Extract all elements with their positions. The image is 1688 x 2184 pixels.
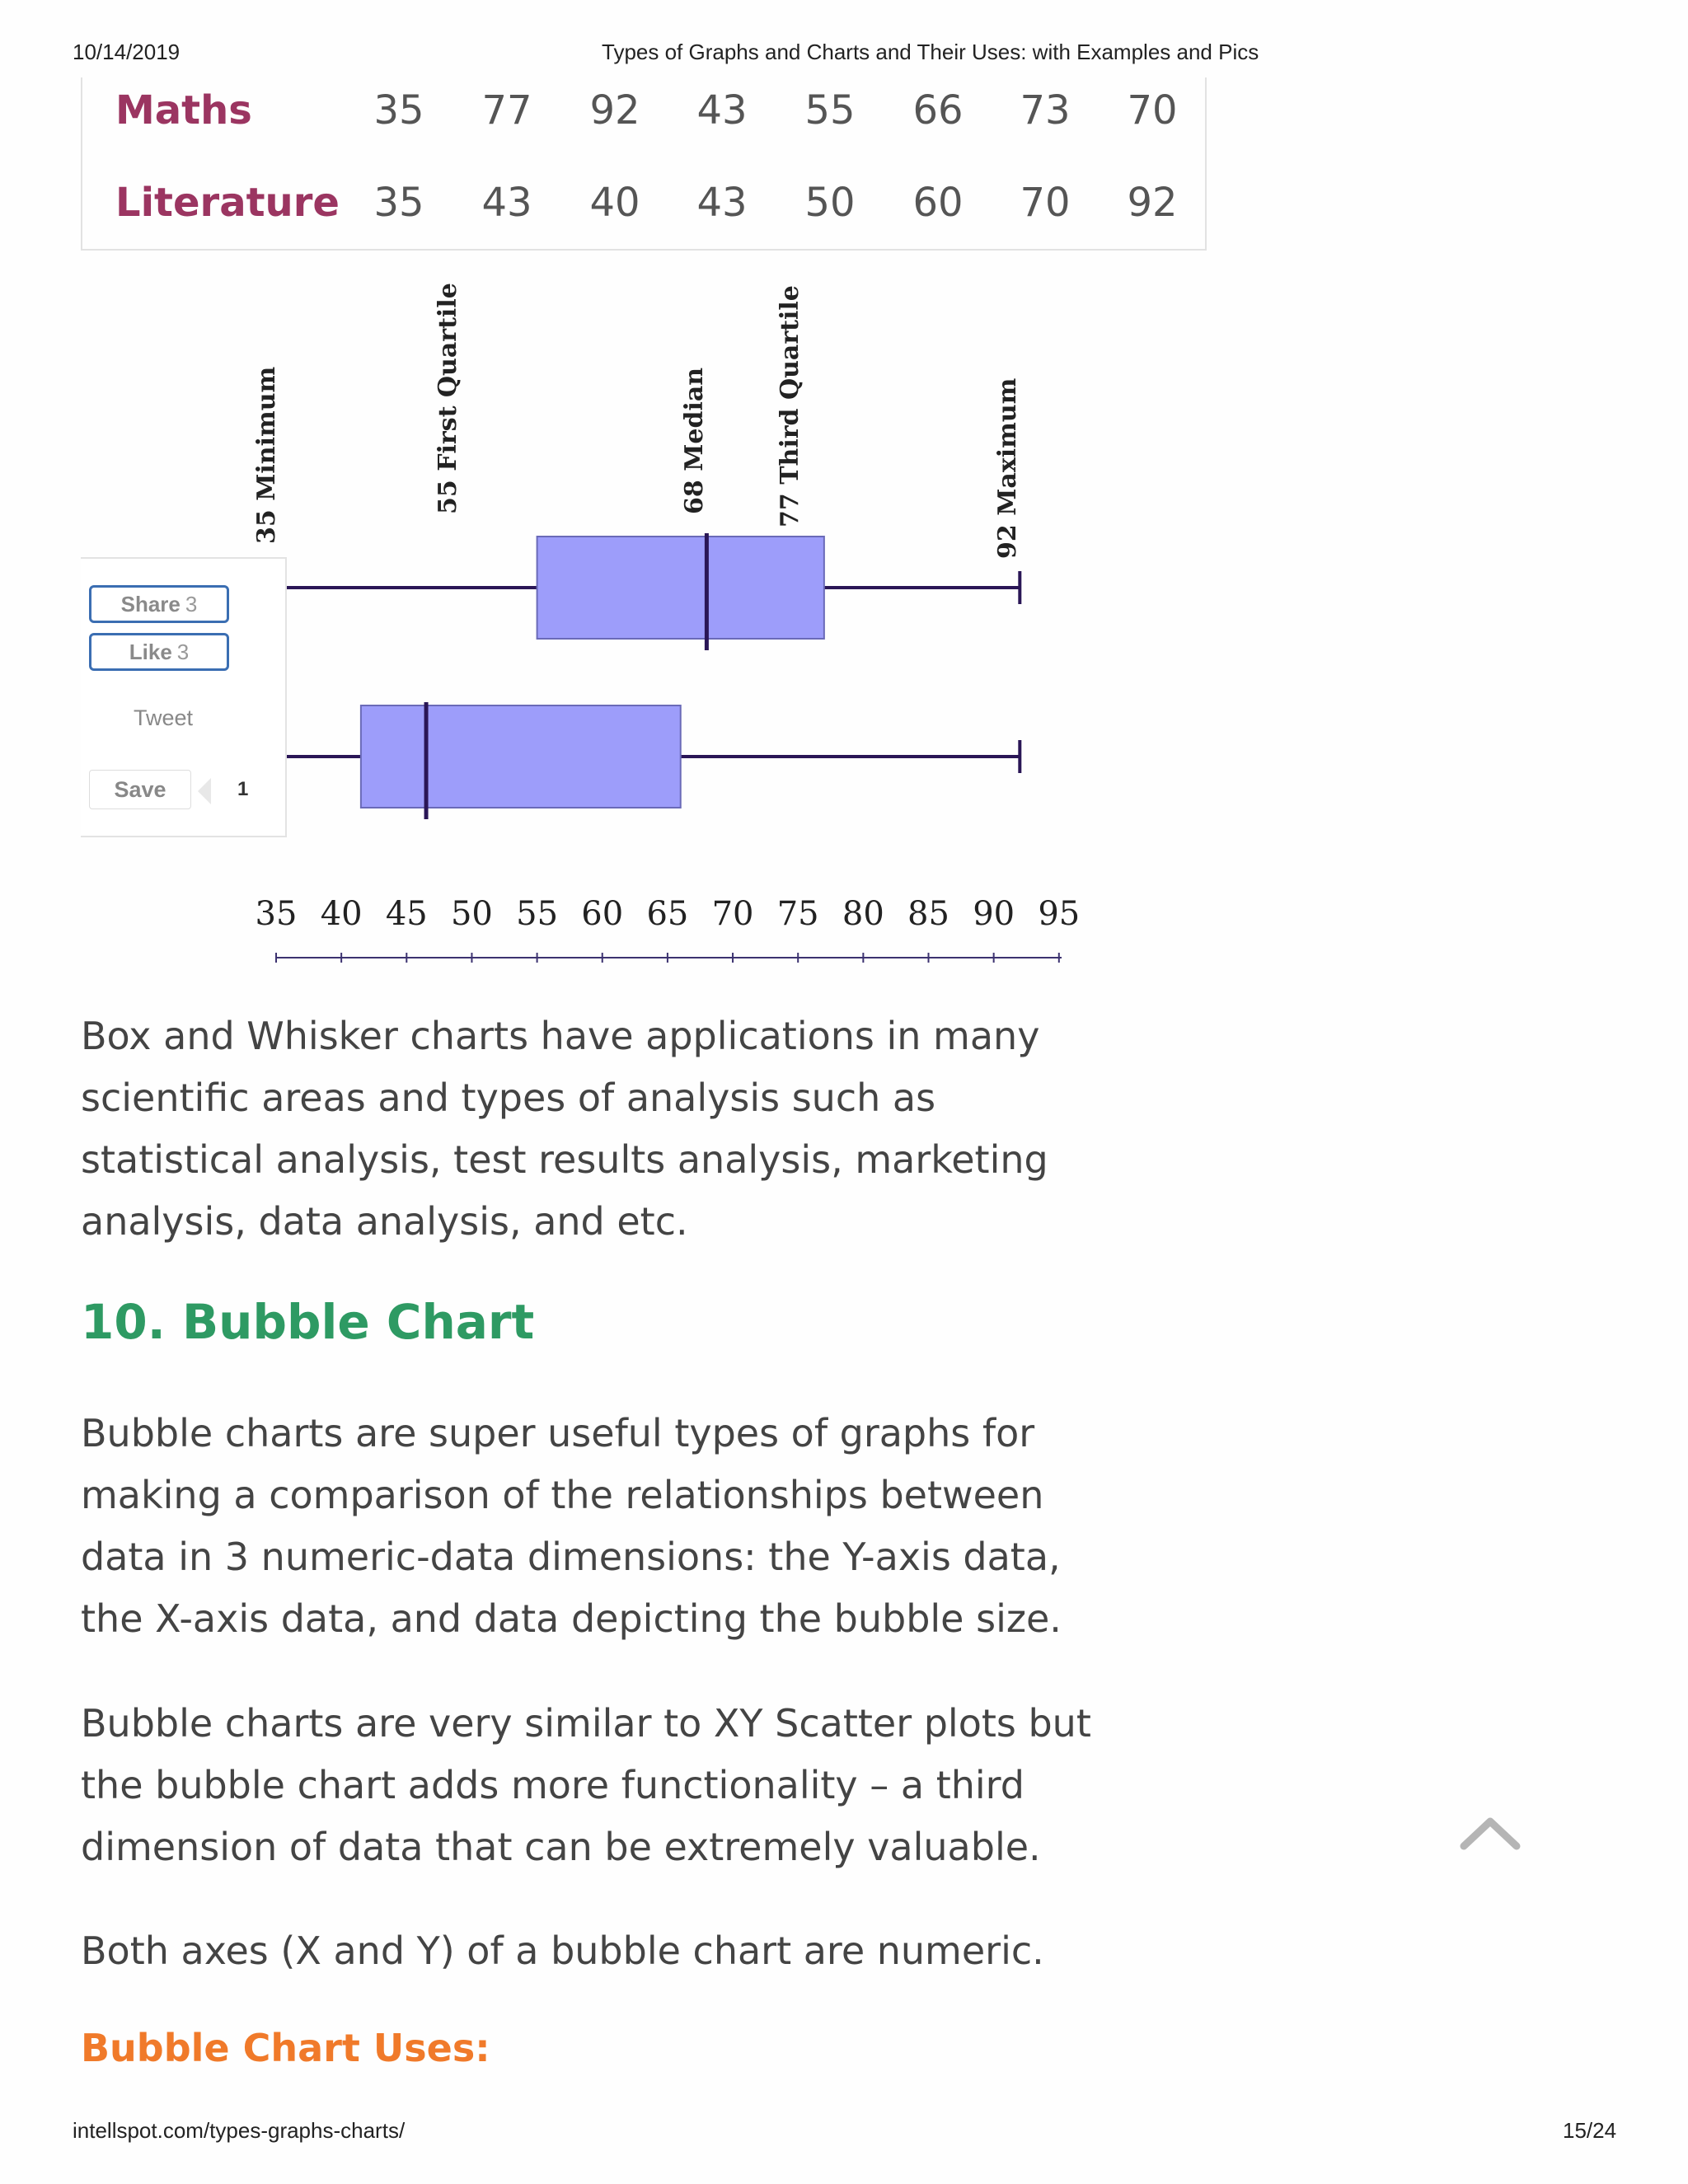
table-cell: 40 xyxy=(589,180,640,226)
section-heading-bubble-chart: 10. Bubble Chart xyxy=(81,1294,535,1350)
print-url: intellspot.com/types-graphs-charts/ xyxy=(73,2118,406,2143)
annotation-label: 35 Minimum xyxy=(252,366,281,544)
x-tick-label: 50 xyxy=(450,895,493,933)
x-tick-label: 55 xyxy=(516,895,559,933)
box-iqr xyxy=(537,537,824,639)
x-tick-label: 60 xyxy=(581,895,624,933)
table-cell: 92 xyxy=(1127,180,1178,226)
annotation-label: 92 Maximum xyxy=(993,377,1022,559)
x-tick-label: 90 xyxy=(973,895,1015,933)
save-count: 1 xyxy=(237,778,249,800)
table-cell: 55 xyxy=(804,87,856,134)
like-count: 3 xyxy=(176,640,190,664)
table-cell: 35 xyxy=(373,87,424,134)
table-cell: 77 xyxy=(481,87,532,134)
x-tick-label: 75 xyxy=(776,895,819,933)
box-iqr xyxy=(361,705,681,808)
table-cell: 50 xyxy=(804,180,856,226)
like-button[interactable] xyxy=(89,633,229,671)
table-cell: 70 xyxy=(1127,87,1178,134)
share-label: Share xyxy=(120,592,181,616)
table-cell: 43 xyxy=(481,180,532,226)
x-tick-label: 70 xyxy=(711,895,754,933)
subheading-bubble-uses: Bubble Chart Uses: xyxy=(81,2026,490,2070)
like-label: Like xyxy=(129,640,172,664)
save-count-arrow xyxy=(198,778,211,804)
page-number: 15/24 xyxy=(1563,2118,1617,2143)
table-cell: 73 xyxy=(1020,87,1071,134)
x-tick-label: 35 xyxy=(255,895,298,933)
x-tick-label: 45 xyxy=(385,895,428,933)
table-cell: 43 xyxy=(696,180,748,226)
x-tick-label: 65 xyxy=(646,895,689,933)
table-cell: 70 xyxy=(1020,180,1071,226)
x-tick-label: 40 xyxy=(320,895,363,933)
table-cell: 66 xyxy=(912,87,964,134)
x-tick-label: 80 xyxy=(842,895,884,933)
chevron-up-icon[interactable] xyxy=(1459,1813,1522,1853)
share-button[interactable] xyxy=(89,585,229,623)
tweet-button[interactable]: Tweet xyxy=(133,705,194,730)
box-whisker-chart xyxy=(0,0,1688,989)
annotation-label: 77 Third Quartile xyxy=(776,285,804,527)
table-cell: 43 xyxy=(696,87,748,134)
paragraph-box-whisker-uses: Box and Whisker charts have applications in many scientific areas and types of analysis such as statistical analysis, test results analysis, marketing analysis, data analysis, and etc. xyxy=(81,1014,1048,1244)
print-date: 10/14/2019 xyxy=(73,40,181,64)
paragraph-bubble-vs-scatter: Bubble charts are very similar to XY Scatter plots but the bubble chart adds more functionality – a third dimension of data that can be extremely valuable. xyxy=(81,1701,1091,1869)
annotation-label: 68 Median xyxy=(680,367,709,514)
row-label: Literature xyxy=(115,180,340,226)
save-button[interactable]: Save xyxy=(89,770,191,809)
print-title: Types of Graphs and Charts and Their Uses: with Examples and Pics xyxy=(602,40,1259,64)
table-cell: 35 xyxy=(373,180,424,226)
paragraph-bubble-axes: Both axes (X and Y) of a bubble chart are numeric. xyxy=(81,1929,1044,1973)
table-cell: 92 xyxy=(589,87,640,134)
x-tick-label: 85 xyxy=(907,895,950,933)
table-cell: 60 xyxy=(912,180,964,226)
x-tick-label: 95 xyxy=(1038,895,1081,933)
share-panel xyxy=(81,557,287,837)
share-count: 3 xyxy=(185,592,198,616)
annotation-label: 55 First Quartile xyxy=(434,283,462,514)
row-label: Maths xyxy=(115,87,252,134)
paragraph-bubble-intro: Bubble charts are super useful types of graphs for making a comparison of the relationships between data in 3 numeric-data dimensions: the Y-axis data, the X-axis data, and data depicting the bubble size. xyxy=(81,1411,1062,1641)
